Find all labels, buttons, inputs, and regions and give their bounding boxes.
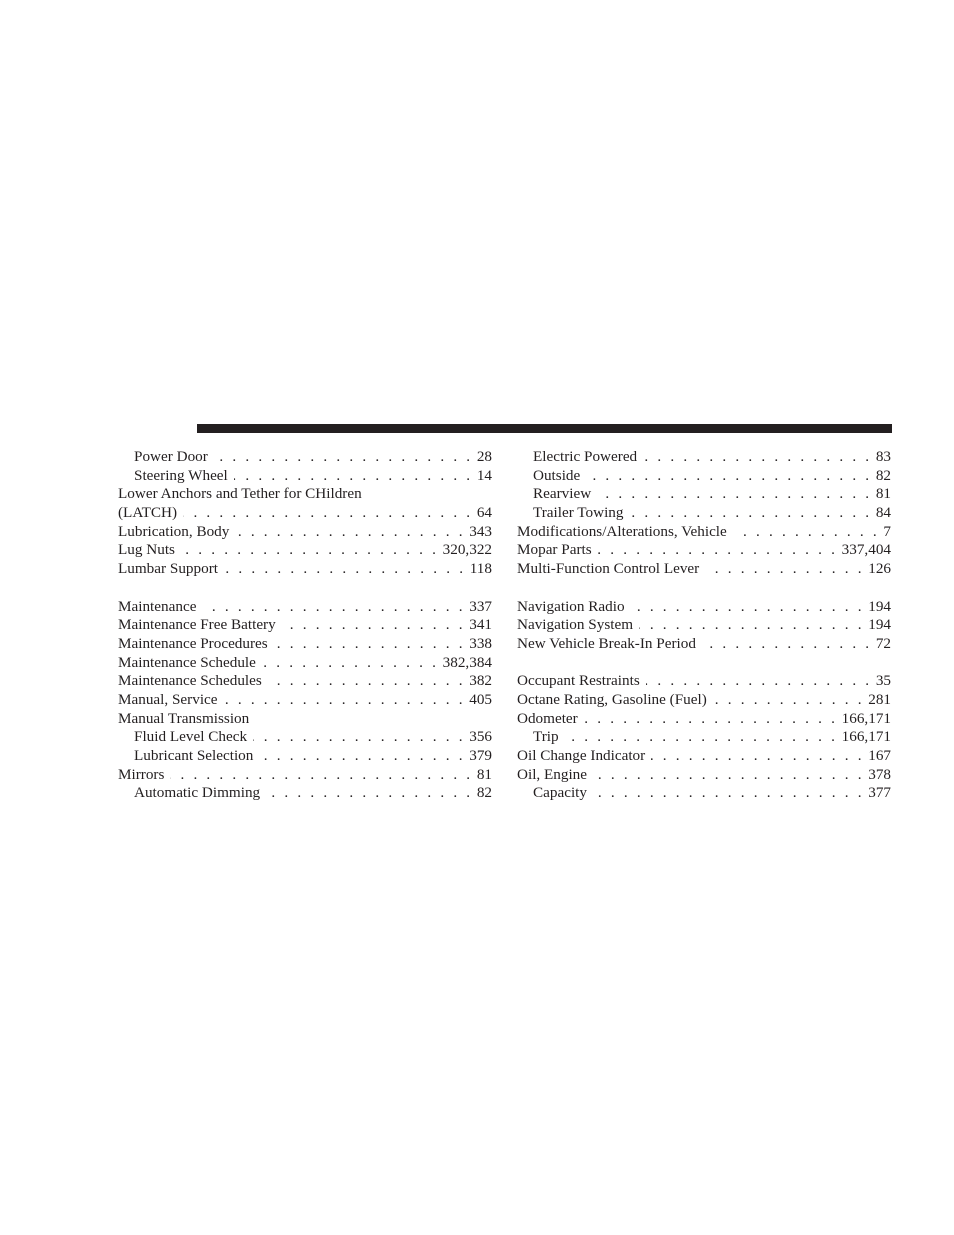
entry-label: Octane Rating, Gasoline (Fuel) [517,690,707,708]
dot-leader [597,485,872,504]
entry-label: Occupant Restraints [517,672,640,690]
entry-label: Outside [533,466,581,484]
entry-page-number: 7 [883,522,891,540]
entry-label: Maintenance [118,597,197,615]
entry-page-number: 118 [469,560,492,578]
index-entry [517,766,891,785]
dot-leader [253,728,465,747]
entry-label: Mopar Parts [517,541,592,559]
entry-label: Odometer [517,709,578,727]
entry-page-number: 379 [469,747,492,764]
dot-leader [259,747,465,766]
index-entry [118,616,492,635]
index-subentry [517,728,891,747]
entry-page-number: 72 [875,634,891,652]
dot-leader [262,654,439,673]
entry-label: Rearview [533,485,592,503]
entry-page-number: 81 [875,485,891,503]
entry-page-number: 28 [476,448,492,465]
index-entry [118,485,492,504]
entry-label: Steering Wheel [134,466,228,484]
dot-leader [202,598,465,617]
index-entry [517,560,891,579]
index-subentry [118,784,492,803]
dot-leader [639,616,864,635]
entry-page-number: 338 [469,634,492,652]
dot-leader [593,766,864,785]
index-entry [118,672,492,691]
index-entry [517,672,891,691]
entry-page-number: 194 [868,616,891,634]
dot-leader [268,672,465,691]
dot-leader [584,710,838,729]
dot-leader [234,467,473,486]
index-gap [118,579,492,598]
dot-leader [235,523,465,542]
entry-page-number: 64 [476,504,492,522]
entry-page-number: 320,322 [442,541,492,559]
dot-leader [224,691,466,710]
entry-page-number: 167 [868,747,891,764]
dot-leader [181,541,439,560]
entry-label: New Vehicle Break-In Period [517,634,696,652]
index-entry [118,766,492,785]
index-entry [517,598,891,617]
index-entry [118,710,492,729]
index-entry [517,616,891,635]
entry-page-number: 166,171 [841,728,891,746]
dot-leader [631,598,865,617]
entry-label: Maintenance Procedures [118,634,268,652]
entry-page-number: 337 [469,597,492,615]
entry-page-number: 166,171 [841,709,891,727]
dot-leader [565,728,838,747]
entry-page-number: 378 [868,765,891,783]
entry-label: Trip [533,728,559,746]
dot-leader [598,541,838,560]
entry-page-number: 83 [875,448,891,465]
entry-label: Manual, Service [118,690,218,708]
entry-page-number: 194 [868,597,891,615]
entry-label: Manual Transmission [118,709,250,727]
dot-leader [224,560,466,579]
index-subentry [517,504,891,523]
index-entry [118,635,492,654]
entry-label: Maintenance Schedule [118,653,256,671]
dot-leader [282,616,466,635]
dot-leader [214,448,473,467]
entry-page-number: 341 [469,616,492,634]
index-entry [517,635,891,654]
dot-leader [733,523,880,542]
dot-leader [586,467,872,486]
index-entry [118,598,492,617]
dot-leader [705,560,864,579]
entry-page-number: 81 [476,765,492,783]
dot-leader [170,766,472,785]
entry-label: Maintenance Schedules [118,672,262,690]
entry-page-number: 405 [469,690,492,708]
entry-label: Oil, Engine [517,765,588,783]
dot-leader [646,672,872,691]
index-entry [118,504,492,523]
index-entry [517,541,891,560]
entry-label: Electric Powered [533,448,638,465]
entry-page-number: 14 [476,466,492,484]
index-subentry [118,448,492,467]
index-subentry [517,467,891,486]
entry-page-number: 377 [868,784,891,802]
entry-label: Lower Anchors and Tether for CHildren [118,485,362,503]
index-subentry [118,747,492,766]
index-subentry [118,728,492,747]
entry-label: Capacity [533,784,587,802]
index-entry [118,560,492,579]
entry-label: Fluid Level Check [134,728,248,746]
entry-page-number: 337,404 [841,541,891,559]
entry-page-number: 382 [469,672,492,690]
entry-label: Lubrication, Body [118,522,230,540]
index-subentry [517,485,891,504]
entry-page-number: 84 [875,504,891,522]
entry-label: Navigation System [517,616,634,634]
index-column-left [118,448,492,803]
dot-leader [593,784,864,803]
entry-page-number: 382,384 [442,653,492,671]
dot-leader [651,747,864,766]
entry-label: Lubricant Selection [134,747,254,764]
entry-page-number: 281 [868,690,891,708]
entry-label: Multi-Function Control Lever [517,560,700,578]
index-entry [517,523,891,542]
index-gap [517,654,891,673]
entry-label: Power Door [134,448,208,465]
entry-label: Lug Nuts [118,541,175,559]
index-entry [118,654,492,673]
index-subentry [517,448,891,467]
index-entry [118,541,492,560]
index-column-right [517,448,891,803]
entry-page-number: 356 [469,728,492,746]
entry-page-number: 343 [469,522,492,540]
index-subentry [517,784,891,803]
dot-leader [274,635,466,654]
entry-label: Oil Change Indicator [517,747,646,764]
dot-leader [266,784,473,803]
dot-leader [702,635,872,654]
dot-leader [183,504,473,523]
entry-page-number: 126 [868,560,891,578]
entry-label: (LATCH) [118,504,178,522]
index-entry [517,747,891,766]
entry-label: Modifications/Alterations, Vehicle [517,522,727,540]
dot-leader [713,691,864,710]
entry-label: Trailer Towing [533,504,624,522]
index-entry [517,710,891,729]
index-gap [517,579,891,598]
dot-leader [630,504,872,523]
index-subentry [118,467,492,486]
entry-label: Lumbar Support [118,560,218,578]
header-rule [197,424,892,433]
dot-leader [643,448,872,467]
entry-page-number: 35 [875,672,891,690]
entry-label: Automatic Dimming [134,784,261,802]
entry-label: Navigation Radio [517,597,625,615]
entry-page-number: 82 [875,466,891,484]
entry-label: Maintenance Free Battery [118,616,276,634]
entry-page-number: 82 [476,784,492,802]
index-entry [517,691,891,710]
index-entry [118,691,492,710]
entry-label: Mirrors [118,765,165,783]
index-entry [118,523,492,542]
